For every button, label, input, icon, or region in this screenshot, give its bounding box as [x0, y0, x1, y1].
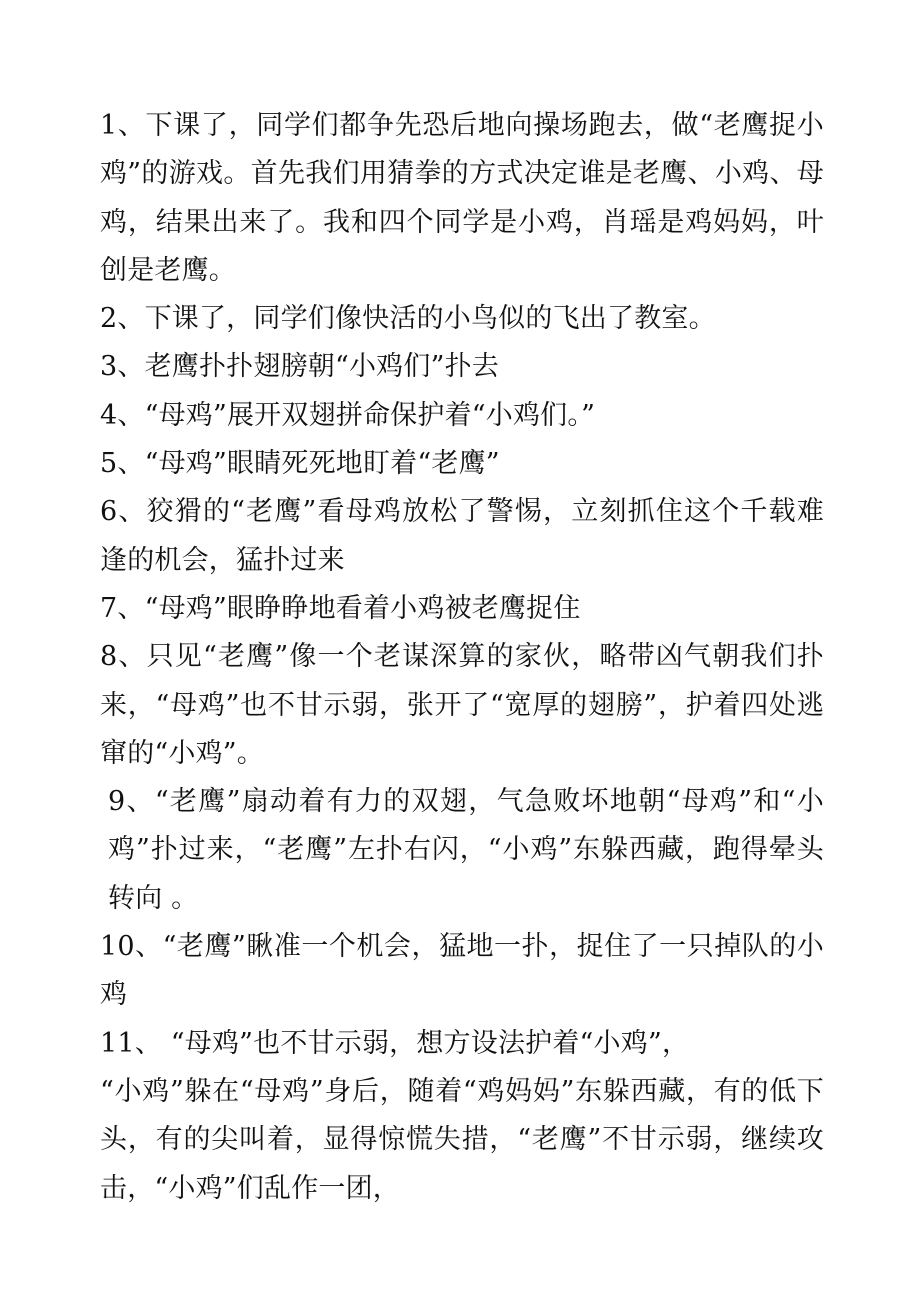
document-body [100, 102, 824, 1213]
paragraph-7: 7、“母鸡”眼睁睁地看着小鸡被老鹰捉住 [100, 592, 581, 624]
paragraph-11: 11、 “母鸡”也不甘示弱，想方设法护着“小鸡”， [100, 1027, 690, 1059]
paragraph-5: 5、“母鸡”眼睛死死地盯着“老鹰” [100, 448, 500, 480]
paragraph-6: 6、狡猾的“老鹰”看母鸡放松了警惕，立刻抓住这个千载难逢的机会，猛扑过来 [100, 496, 824, 576]
paragraph-9: 9、“老鹰”扇动着有力的双翅，气急败坏地朝“母鸡”和“小鸡”扑过来，“老鹰”左扑右闪，“小鸡”东躲西藏，跑得晕头转向 。 [108, 786, 824, 914]
paragraph-3: 3、老鹰扑扑翅膀朝“小鸡们”扑去 [100, 351, 499, 383]
paragraph-12: “小鸡”躲在“母鸡”身后，随着“鸡妈妈”东躲西藏，有的低下头，有的尖叫着，显得惊慌失措，“老鹰”不甘示弱，继续攻击，“小鸡”们乱作一团， [100, 1075, 824, 1204]
paragraph-4: 4、“母鸡”展开双翅拼命保护着“小鸡们。” [100, 399, 596, 431]
paragraph-8: 8、只见“老鹰”像一个老谋深算的家伙，略带凶气朝我们扑来，“母鸡”也不甘示弱，张开了“宽厚的翅膀”，护着四处逃窜的“小鸡”。 [100, 641, 824, 769]
paragraph-10: 10、“老鹰”瞅准一个机会，猛地一扑，捉住了一只掉队的小鸡 [100, 931, 824, 1011]
paragraph-1: 1、下课了，同学们都争先恐后地向操场跑去，做“老鹰捉小鸡”的游戏。首先我们用猜拳的方式决定谁是老鹰、小鸡、母鸡，结果出来了。我和四个同学是小鸡，肖瑶是鸡妈妈，叶创是老鹰。 [100, 110, 824, 286]
paragraph-2: 2、下课了，同学们像快活的小鸟似的飞出了教室。 [100, 303, 716, 335]
